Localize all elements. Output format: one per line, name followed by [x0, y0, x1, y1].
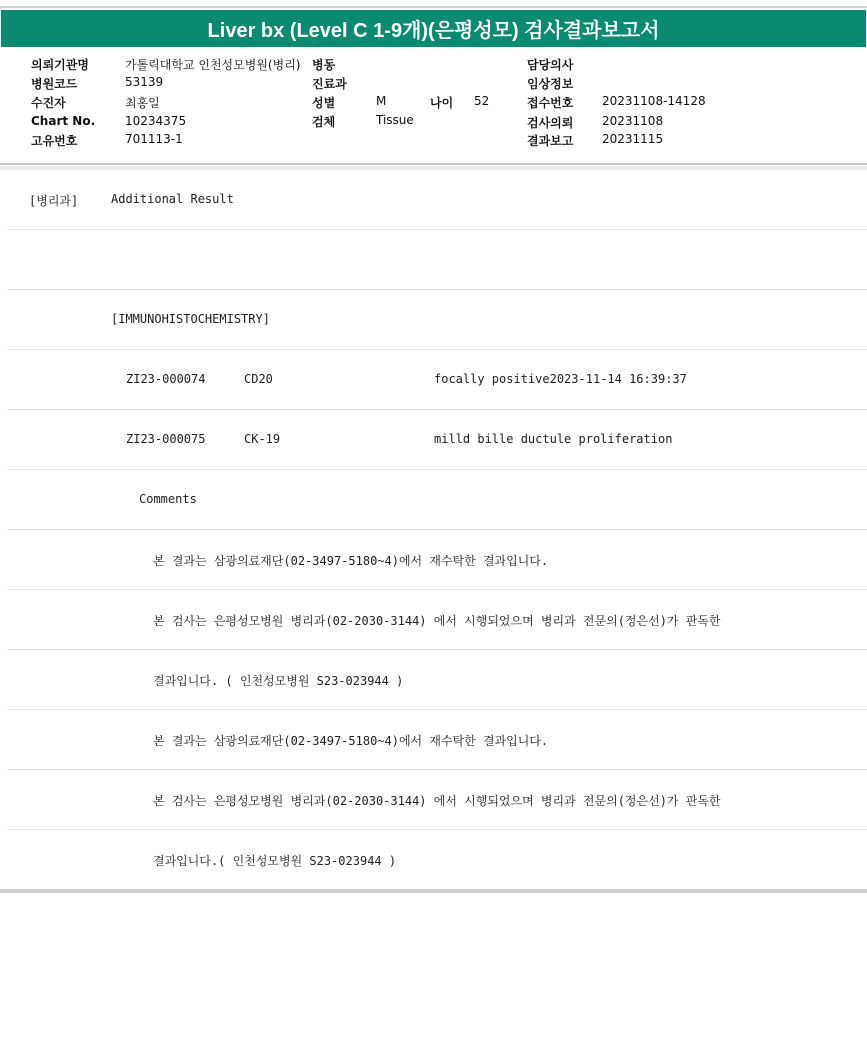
ward-label: 병동 — [312, 58, 336, 72]
comment-text: 본 검사는 은평성모병원 병리과(02-2030-3144) 에서 시행되었으며 병리과 전문의(정은선)가 판독한 — [153, 614, 721, 628]
receipt-no-value: 20231108-14128 — [602, 94, 706, 108]
clinical-info-label: 임상정보 — [527, 77, 574, 91]
section-row — [7, 170, 867, 230]
ihc-result: focally positive2023-11-14 16:39:37 — [434, 372, 687, 386]
comment-line — [7, 770, 867, 830]
comment-text: 결과입니다.( 인천성모병원 S23-023944 ) — [153, 854, 397, 868]
ihc-row — [7, 350, 867, 410]
ihc-heading: [IMMUNOHISTOCHEMISTRY] — [111, 312, 270, 326]
ihc-row — [7, 410, 867, 470]
request-date-label: 검사의뢰 — [527, 116, 574, 130]
unique-no-value: 701113-1 — [125, 132, 183, 146]
hospital-code-value: 53139 — [125, 75, 164, 89]
section-label: [병리과] — [29, 194, 79, 208]
blank-row — [7, 230, 867, 290]
hospital-code-label: 병원코드 — [31, 77, 78, 91]
chart-no-label: Chart No. — [31, 114, 96, 128]
comment-line — [7, 830, 867, 889]
header-divider — [0, 163, 867, 165]
ihc-id: ZI23-000075 — [126, 432, 206, 446]
comment-text: 본 결과는 삼광의료재단(02-3497-5180~4)에서 재수탁한 결과입니다. — [153, 554, 549, 568]
section-title: Additional Result — [111, 192, 234, 206]
report-title: Liver bx (Level C 1-9개)(은평성모) 검사결과보고서 — [1, 10, 866, 47]
comment-line — [7, 650, 867, 710]
comments-label: Comments — [139, 492, 197, 506]
comments-heading-row — [7, 470, 867, 530]
comment-line — [7, 530, 867, 590]
specimen-value: Tissue — [376, 113, 414, 127]
specimen-label: 검체 — [312, 115, 336, 129]
comment-text: 본 결과는 삼광의료재단(02-3497-5180~4)에서 재수탁한 결과입니다. — [153, 734, 549, 748]
footer-divider — [0, 889, 867, 893]
ihc-result: milld bille ductule proliferation — [434, 432, 673, 446]
department-label: 진료과 — [312, 77, 347, 91]
age-label: 나이 — [430, 96, 454, 110]
ihc-marker: CK-19 — [244, 432, 281, 446]
ihc-marker: CD20 — [244, 372, 273, 386]
institution-value: 가톨릭대학교 인천성모병원(병리) — [125, 58, 301, 72]
patient-label: 수진자 — [31, 96, 66, 110]
comment-text: 결과입니다. ( 인천성모병원 S23-023944 ) — [153, 674, 404, 688]
report-body — [7, 170, 867, 889]
top-border — [0, 6, 867, 8]
report-date-label: 결과보고 — [527, 134, 574, 148]
report-header — [0, 47, 867, 164]
report-date-value: 20231115 — [602, 132, 664, 146]
sex-label: 성별 — [312, 96, 336, 110]
comment-line — [7, 710, 867, 770]
chart-no-value: 10234375 — [125, 114, 187, 128]
ihc-heading-row — [7, 290, 867, 350]
ihc-id: ZI23-000074 — [126, 372, 206, 386]
sex-value: M — [376, 94, 387, 108]
doctor-label: 담당의사 — [527, 58, 574, 72]
request-date-value: 20231108 — [602, 114, 664, 128]
age-value: 52 — [474, 94, 490, 108]
comment-text: 본 검사는 은평성모병원 병리과(02-2030-3144) 에서 시행되었으며 병리과 전문의(정은선)가 판독한 — [153, 794, 721, 808]
patient-value: 최홍일 — [125, 96, 160, 110]
unique-no-label: 고유번호 — [31, 134, 78, 148]
receipt-no-label: 접수번호 — [527, 96, 574, 110]
institution-label: 의뢰기관명 — [31, 58, 89, 72]
comment-line — [7, 590, 867, 650]
